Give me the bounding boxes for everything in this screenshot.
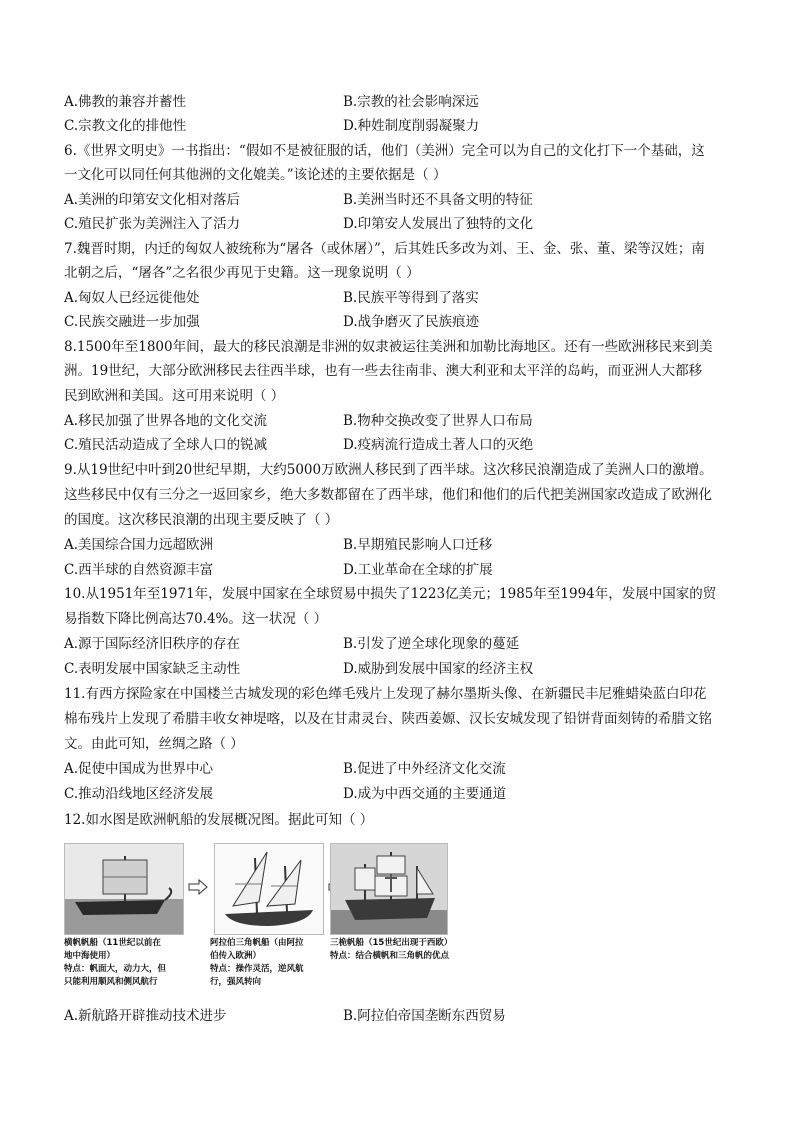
q6-stem-line-1: 6.《世界文明史》一书指出：“假如不是被征服的话，他们（美洲）完全可以为自己的文化打下一个基础，这 xyxy=(64,143,705,159)
q9-option-a: A.美国综合国力远超欧洲 xyxy=(64,537,214,553)
q11-stem-line-3: 文。由此可知，丝绸之路（ ） xyxy=(64,736,244,752)
q9-option-d: D.工业革命在全球的扩展 xyxy=(343,562,493,578)
q9-option-c: C.西半球的自然资源丰富 xyxy=(64,562,214,578)
q8-stem-line-3: 民到欧洲和美国。这可用来说明（ ） xyxy=(64,388,285,404)
q10-option-d: D.威胁到发展中国家的经济主权 xyxy=(343,661,534,677)
q9-stem-line-1: 9.从19世纪中叶到20世纪早期，大约5000万欧洲人移民到了西半球。这次移民浪潮造成了美洲人口的激增。 xyxy=(64,462,713,478)
q8-option-b: B.物种交换改变了世界人口布局 xyxy=(343,413,533,429)
q7-stem-line-1: 7.魏晋时期，内迁的匈奴人被统称为“屠各（或休屠）”，后其姓氏多改为刘、王、金、张、董、梁等汉姓；南 xyxy=(64,241,705,257)
q11-option-c: C.推动沿线地区经济发展 xyxy=(64,786,214,802)
q8-option-a: A.移民加强了世界各地的文化交流 xyxy=(64,413,268,429)
q12-option-a: A.新航路开辟推动技术进步 xyxy=(64,1008,227,1024)
caption-line: 横帆帆船（11世纪以前在 xyxy=(64,938,161,948)
sailing-ship-evolution-figure xyxy=(64,843,484,993)
q5-option-c: C.宗教文化的排他性 xyxy=(64,118,187,134)
q11-option-b: B.促进了中外经济文化交流 xyxy=(343,761,506,777)
arrow-right-icon xyxy=(188,879,208,899)
caption-line: 特点：结合横帆和三角帆的优点 xyxy=(330,951,450,961)
q6-option-d: D.印第安人发展出了独特的文化 xyxy=(343,216,534,232)
caption-line: 特点：操作灵活，逆风航 xyxy=(210,964,304,974)
q9-stem-line-2: 这些移民中仅有三分之一返回家乡，绝大多数都留在了西半球，他们和他们的后代把美洲国家改造成了欧洲化 xyxy=(64,487,712,503)
square-sail-ship-image xyxy=(64,843,184,935)
three-masted-ship-image xyxy=(330,843,448,935)
caption-line: 伯传入欧洲） xyxy=(210,951,262,961)
q8-stem-line-1: 8.1500年至1800年间，最大的移民浪潮是非洲的奴隶被运往美洲和加勒比海地区。还有一些欧洲移民来到美 xyxy=(64,339,713,355)
q6-option-c: C.殖民扩张为美洲注入了活力 xyxy=(64,216,241,232)
q8-option-c: C.殖民活动造成了全球人口的锐减 xyxy=(64,437,268,453)
q5-option-a: A.佛教的兼容并蓄性 xyxy=(64,94,187,110)
q11-option-d: D.成为中西交通的主要通道 xyxy=(343,786,507,802)
three-masted-ship-caption xyxy=(330,937,452,963)
q9-option-b: B.早期殖民影响人口迁移 xyxy=(343,537,493,553)
caption-line: 特点：帆面大，动力大，但 xyxy=(64,964,167,974)
q7-stem-line-2: 北朝之后，“屠各”之名很少再见于史籍。这一现象说明（ ） xyxy=(64,265,420,281)
q8-option-d: D.疫病流行造成土著人口的灭绝 xyxy=(343,437,534,453)
caption-line: 地中海使用） xyxy=(64,951,116,961)
q7-option-a: A.匈奴人已经远徙他处 xyxy=(64,290,200,306)
q11-stem-line-1: 11.有西方探险家在中国楼兰古城发现的彩色缂毛残片上发现了赫尔墨斯头像、在新疆民丰尼雅蜡染蓝白印花 xyxy=(64,686,707,702)
q9-stem-line-3: 的国度。这次移民浪潮的出现主要反映了（ ） xyxy=(64,512,339,528)
q5-option-d: D.种姓制度削弱凝聚力 xyxy=(343,118,480,134)
q10-option-c: C.表明发展中国家缺乏主动性 xyxy=(64,661,241,677)
q5-option-b: B.宗教的社会影响深远 xyxy=(343,94,479,110)
q10-option-b: B.引发了逆全球化现象的蔓延 xyxy=(343,636,520,652)
q11-stem-line-2: 棉布残片上发现了希腊丰收女神堤喀，以及在甘肃灵台、陕西姜嫄、汉长安城发现了铅饼背面刻铸的希腊文铭 xyxy=(64,711,712,727)
caption-line: 阿拉伯三角帆船（由阿拉 xyxy=(210,938,304,948)
q11-option-a: A.促使中国成为世界中心 xyxy=(64,761,214,777)
q6-stem-line-2: 一文化可以同任何其他洲的文化媲美。”该论述的主要依据是（ ） xyxy=(64,167,447,183)
q7-option-b: B.民族平等得到了落实 xyxy=(343,290,479,306)
caption-line: 三桅帆船（15世纪出现于西欧） xyxy=(330,938,453,948)
q12-stem-line-1: 12.如水图是欧洲帆船的发展概况图。据此可知（ ） xyxy=(64,812,374,828)
lateen-sail-ship-image xyxy=(214,843,324,935)
lateen-sail-ship-caption xyxy=(210,937,304,989)
q7-option-d: D.战争磨灭了民族痕迹 xyxy=(343,314,480,330)
q10-stem-line-1: 10.从1951年至1971年，发展中国家在全球贸易中损失了1223亿美元；1985年至1994年，发展中国家的贸 xyxy=(64,586,717,602)
caption-line: 行，强风转向 xyxy=(210,977,262,987)
q10-option-a: A.源于国际经济旧秩序的存在 xyxy=(64,636,241,652)
caption-line: 只能利用顺风和侧风航行 xyxy=(64,977,158,987)
q7-option-c: C.民族交融进一步加强 xyxy=(64,314,200,330)
square-sail-ship-caption xyxy=(64,937,166,989)
q12-option-b: B.阿拉伯帝国垄断东西贸易 xyxy=(343,1008,506,1024)
q8-stem-line-2: 洲。19世纪，大部分欧洲移民去往西半球，也有一些去往南非、澳大利亚和太平洋的岛屿，而亚洲人大都移 xyxy=(64,363,703,379)
q10-stem-line-2: 易指数下降比例高达70.4%。这一状况（ ） xyxy=(64,611,328,627)
q6-option-b: B.美洲当时还不具备文明的特征 xyxy=(343,192,533,208)
q6-option-a: A.美洲的印第安文化相对落后 xyxy=(64,192,241,208)
